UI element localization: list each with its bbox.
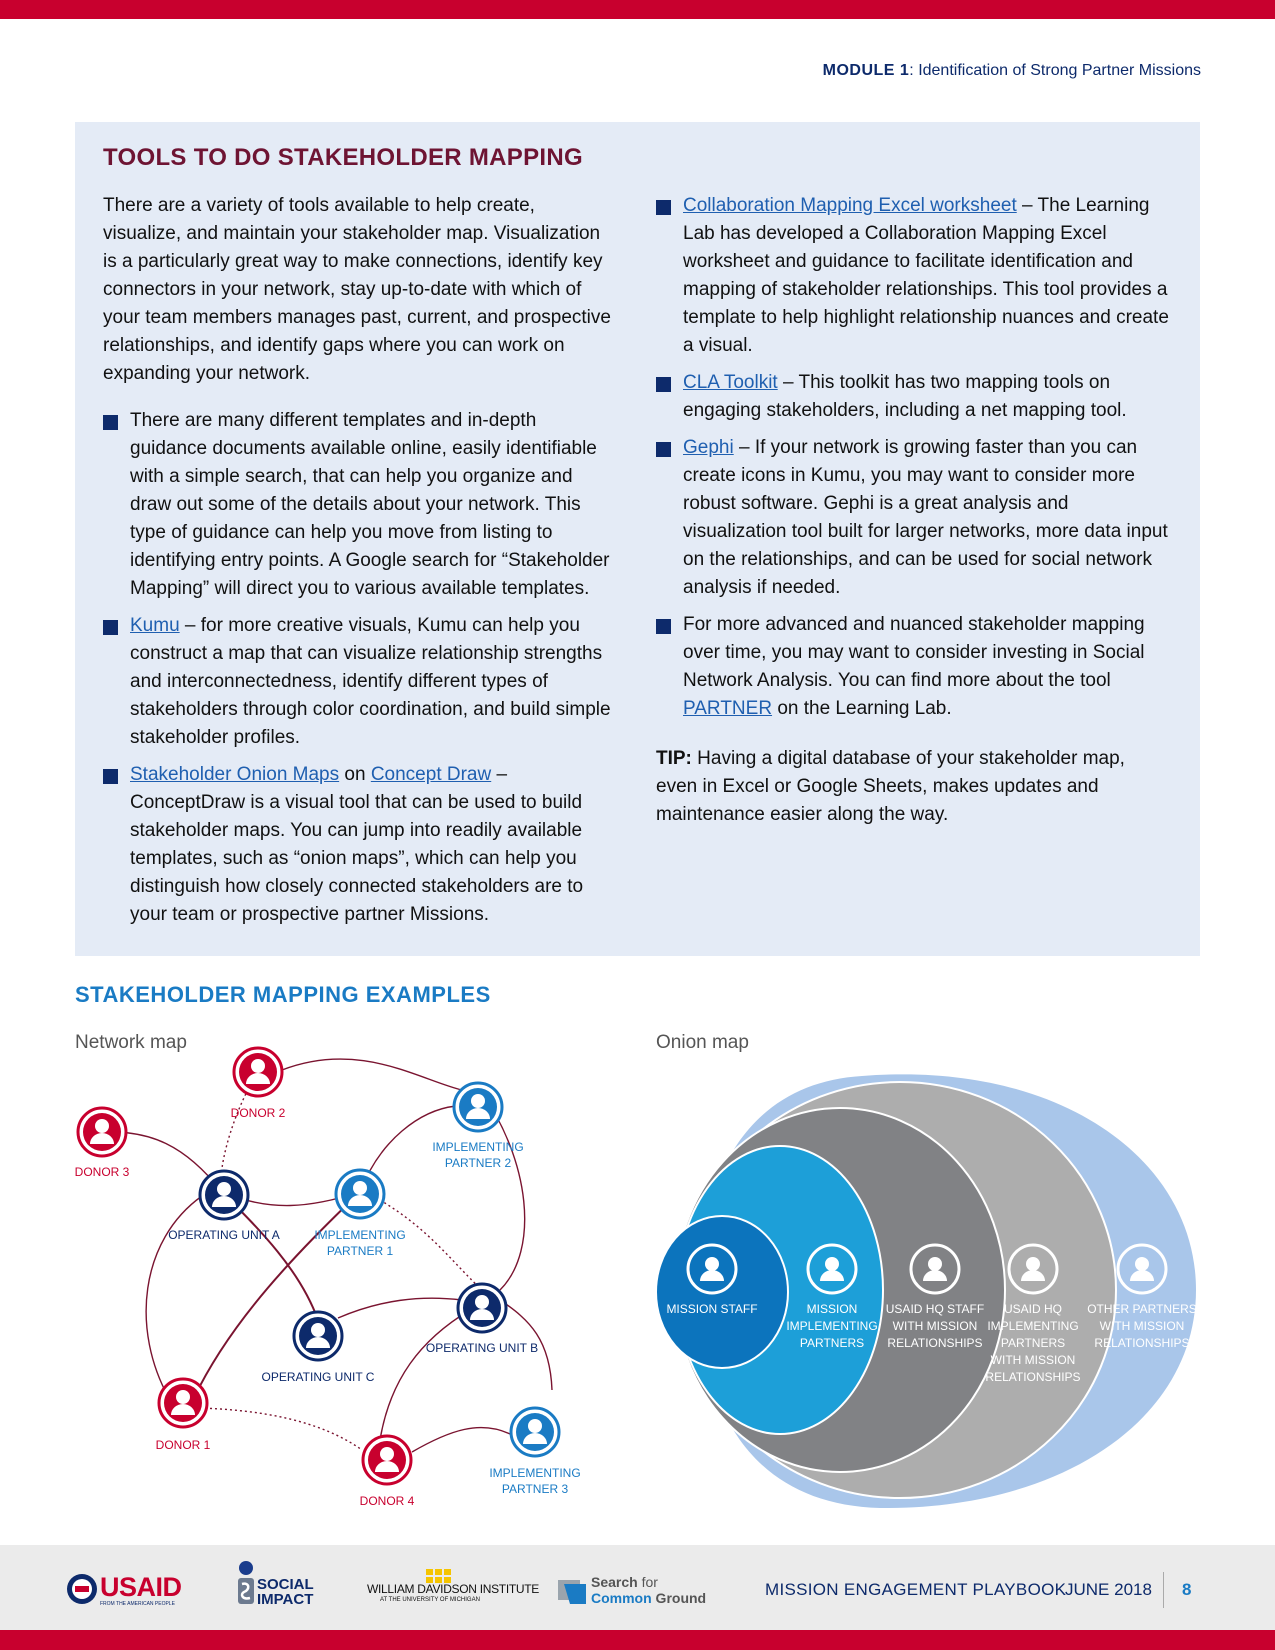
network-map [0,1000,640,1520]
module-header [823,62,1201,80]
edge [412,1428,510,1452]
node-label: OPERATING UNIT B [425,1341,539,1355]
node-label: DONOR 4 [359,1494,415,1508]
social-impact-logo: SOCIAL IMPACT [257,1576,314,1608]
node-label: PARTNER 1 [326,1244,394,1258]
onion-label: WITH MISSION [990,1353,1076,1367]
node-label: IMPLEMENTING [489,1466,581,1480]
cla-toolkit-link[interactable]: CLA Toolkit [683,372,778,393]
usaid-tagline: FROM THE AMERICAN PEOPLE [100,1601,175,1607]
page-number: 8 [1182,1580,1192,1599]
bullet-square [656,442,671,457]
tip-paragraph [656,745,1171,829]
tools-left-column [103,192,613,938]
onion-label: PARTNERS [1000,1336,1066,1350]
edge [282,1059,462,1090]
node-label: OPERATING UNIT C [261,1370,375,1384]
onion-map-label: Onion map [656,1032,749,1053]
node-donor-1 [156,1379,211,1452]
node-label: PARTNER 2 [444,1156,512,1170]
edge [380,1200,482,1290]
tools-intro: There are a variety of tools available to help create, visualize, and maintain your stakeholder map. Visualization is a particularly great way to make connections, identify key connectors in your network, stay up-to-date with which of your team members manages past, current, and prospective relationships, and identify gaps where you can work on expanding your network. [103,195,611,384]
node-operating-unit-b [426,1284,538,1355]
tools-right-list [656,192,1171,723]
edge [200,1408,362,1450]
tip-text: Having a digital database of your stakeholder map, even in Excel or Google Sheets, makes updates and maintenance easier along the way. [656,748,1125,825]
sfcg-logo-icon [558,1576,588,1606]
top-color-bar [0,0,1275,19]
list-item: There are many different templates and in-depth guidance documents available online, easily identifiable with a simple search, that can help you organize and draw out some of the details about your network. This type of guidance can help you move from listing to identifying entry points. A Google search for “Stakeholder Mapping” will direct you to various available templates. [103,407,613,603]
onion-map [640,1060,1200,1520]
onion-label: PARTNERS [799,1336,865,1350]
node-operating-unit-c [262,1312,375,1384]
onion-label: USAID HQ STAFF [885,1302,985,1316]
publication-title: MISSION ENGAGEMENT PLAYBOOK [765,1580,1067,1599]
tip-label: TIP: [656,748,692,769]
onion-label: RELATIONSHIPS [1094,1336,1190,1350]
node-donor-2 [231,1048,286,1120]
tools-box [75,122,1200,956]
node-label: IMPLEMENTING [314,1228,406,1242]
node-donor-3 [75,1108,130,1179]
sfcg-logo: Search for Common Ground [591,1574,707,1606]
onion-label: IMPLEMENTING [987,1319,1079,1333]
edge [338,1298,462,1318]
node-label: DONOR 2 [230,1106,286,1120]
tools-left-list [103,407,613,929]
collaboration-mapping-link[interactable]: Collaboration Mapping Excel worksheet [683,195,1017,216]
social-impact-logo-icon [236,1560,256,1606]
onion-label: RELATIONSHIPS [985,1370,1081,1384]
usaid-logo-text: USAID [100,1572,182,1602]
usaid-seal-icon [66,1573,98,1605]
bullet-square [103,415,118,430]
wdi-logo-text: WILLIAM DAVIDSON INSTITUTE [367,1582,539,1596]
onion-label: USAID HQ [1003,1302,1063,1316]
concept-draw-link[interactable]: Concept Draw [370,764,492,785]
list-item: For more advanced and nuanced stakeholder mapping over time, you may want to consider investing in Social Network Analysis. You can find more about the tool PARTNER on the Learning Lab. [656,611,1171,723]
bullet-square [103,769,118,784]
node-donor-4 [360,1436,415,1508]
onion-label: IMPLEMENTING [786,1319,878,1333]
stakeholder-onion-maps-link[interactable]: Stakeholder Onion Maps [130,764,340,785]
onion-label: WITH MISSION [892,1319,978,1333]
module-label: MODULE 1 [822,62,910,79]
onion-label: WITH MISSION [1099,1319,1185,1333]
list-item: Stakeholder Onion Maps on Concept Draw – ConceptDraw is a visual tool that can be used to build stakeholder maps. You can jump into readily available templates, such as “onion maps”, which can help you distinguish how closely connected stakeholders are to your team or prospective partner Missions. [103,761,613,929]
edge [146,1196,202,1400]
kumu-link[interactable]: Kumu [130,615,180,636]
node-label: DONOR 3 [74,1165,130,1179]
onion-label: OTHER PARTNERS [1087,1302,1197,1316]
gephi-link[interactable]: Gephi [683,437,734,458]
bullet-square [656,619,671,634]
examples-title: STAKEHOLDER MAPPING EXAMPLES [75,982,491,1007]
list-item: Gephi – If your network is growing faster than you can create icons in Kumu, you may want to consider more robust software. Gephi is a great analysis and visualization tool built for larger networks, more data input on the relationships, and can be used for social network analysis if needed. [656,434,1171,602]
tools-title: TOOLS TO DO STAKEHOLDER MAPPING [103,144,583,171]
onion-label: MISSION STAFF [666,1302,758,1316]
tools-right-column [656,192,1171,848]
onion-label: RELATIONSHIPS [887,1336,983,1350]
bullet-square [656,377,671,392]
publication-date: JUNE 2018 [1065,1580,1152,1599]
edge [380,1310,470,1440]
node-label: DONOR 1 [155,1438,211,1452]
partner-link[interactable]: PARTNER [683,698,773,719]
footer-divider [1163,1572,1164,1608]
list-item: Kumu – for more creative visuals, Kumu can help you construct a map that can visualize relationship strengths and interconnectedness, identify different types of stakeholders through color coordination, and build simple stakeholder profiles. [103,612,613,752]
network-map-label: Network map [75,1032,187,1053]
node-label: OPERATING UNIT A [168,1228,280,1242]
list-item: CLA Toolkit – This toolkit has two mapping tools on engaging stakeholders, including a net mapping tool. [656,369,1171,425]
wdi-logo-icon [426,1569,452,1583]
node-implementing-partner-2 [432,1083,523,1170]
bullet-square [656,200,671,215]
wdi-tagline: AT THE UNIVERSITY OF MICHIGAN [380,1597,480,1603]
module-title: : Identification of Strong Partner Missions [909,62,1201,79]
bullet-square [103,620,118,635]
node-label: PARTNER 3 [501,1482,569,1496]
node-implementing-partner-1 [314,1170,405,1258]
bottom-color-bar [0,1630,1275,1650]
node-operating-unit-a [168,1171,280,1242]
list-item: Collaboration Mapping Excel worksheet – The Learning Lab has developed a Collaboration Mapping Excel worksheet and guidance to facilitate identification and mapping of stakeholder relationships. This tool provides a template to help highlight relationship nuances and create a visual. [656,192,1171,360]
node-implementing-partner-3 [489,1408,580,1496]
onion-label: MISSION [806,1302,858,1316]
node-label: IMPLEMENTING [432,1140,524,1154]
